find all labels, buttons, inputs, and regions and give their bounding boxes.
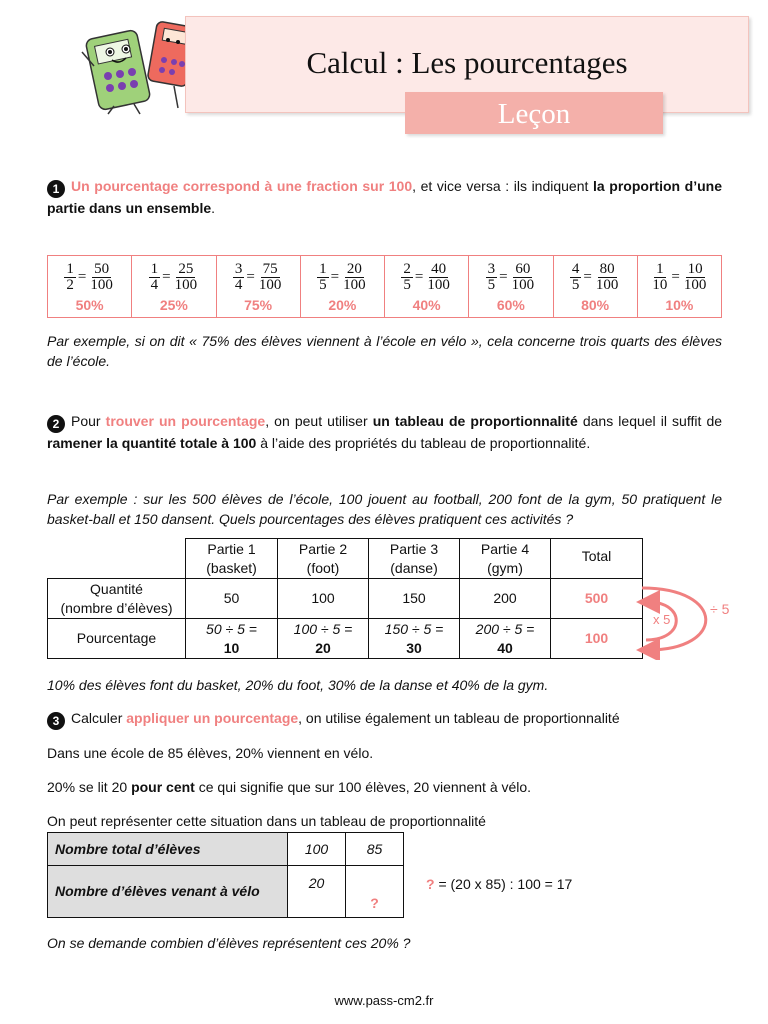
section-1-number: 1 xyxy=(47,180,65,198)
table-header-cell: Partie 3 (danse) xyxy=(369,539,460,579)
row-label-quantity: Quantité (nombre d’élèves) xyxy=(48,579,186,619)
section-3-paragraph: 3 Calculer appliquer un pourcentage, on utilise également un tableau de proportionnalité xyxy=(47,708,722,730)
result-text: 10% des élèves font du basket, 20% du foot, 30% de la danse et 40% de la gym. xyxy=(47,677,549,693)
table-cell: 100 xyxy=(288,833,346,866)
row-label-bike-students: Nombre d’élèves venant à vélo xyxy=(48,866,288,918)
table-cell: 200 ÷ 5 = 40 xyxy=(460,619,551,659)
fraction-equation: $\frac{1}{4}$ = $\frac{25}{100}$ xyxy=(150,261,198,293)
fraction-equation: $\frac{3}{5}$ = $\frac{60}{100}$ xyxy=(487,261,535,293)
table-cell: 200 xyxy=(460,579,551,619)
unknown-cell: ? xyxy=(346,866,404,918)
fraction-equation: $\frac{4}{5}$ = $\frac{80}{100}$ xyxy=(571,261,619,293)
table-cell: 20 xyxy=(288,866,346,918)
proportion-table-activities xyxy=(47,538,643,659)
fraction-cell xyxy=(216,256,300,318)
section-3-number: 3 xyxy=(47,712,65,730)
fraction-equation: $\frac{1}{5}$ = $\frac{20}{100}$ xyxy=(319,261,366,293)
table-header-cell: Partie 2 (foot) xyxy=(278,539,369,579)
table-cell: 150 ÷ 5 = 30 xyxy=(369,619,460,659)
formula-text: ? = (20 x 85) : 100 = 17 xyxy=(426,876,573,892)
percentage-value: 25% xyxy=(159,297,188,313)
percentage-value: 60% xyxy=(496,297,525,313)
table-header-cell: Total xyxy=(551,539,643,579)
table-cell: 150 xyxy=(369,579,460,619)
percentage-value: 20% xyxy=(328,297,357,313)
divide-label: ÷ 5 xyxy=(710,601,730,617)
footer-url: www.pass-cm2.fr xyxy=(334,993,434,1008)
table-cell: 100 xyxy=(278,579,369,619)
fraction-equation: $\frac{1}{10}$ = $\frac{10}{100}$ xyxy=(652,261,707,293)
section-2-paragraph: 2 Pour trouver un pourcentage, on peut utiliser un tableau de proportionnalité dans lequel il suffit de ramener la quantité totale à 100 à l’aide des propriétés du tableau de proportionnalité. xyxy=(47,413,723,451)
table-cell: 85 xyxy=(346,833,404,866)
fraction-cell xyxy=(553,256,637,318)
total-quantity-cell: 500 xyxy=(551,579,643,619)
table-corner-empty xyxy=(48,539,186,579)
multiply-label: x 5 xyxy=(653,612,671,627)
percentage-value: 80% xyxy=(581,297,610,313)
proportion-arrows xyxy=(636,580,768,660)
fractions-table xyxy=(47,255,722,318)
fraction-equation: $\frac{1}{2}$ = $\frac{50}{100}$ xyxy=(66,261,113,293)
fraction-cell xyxy=(469,256,553,318)
text-line-b: 20% se lit 20 pour cent ce qui signifie que sur 100 élèves, 20 viennent à vélo. xyxy=(47,779,532,795)
text-line-c: On peut représenter cette situation dans un tableau de proportionnalité xyxy=(47,813,486,829)
percentage-value: 10% xyxy=(665,297,694,313)
example-1-text: Par exemple, si on dit « 75% des élèves viennent à l’école en vélo », cela concerne trois quarts des élèves de l’école. xyxy=(47,333,722,369)
example-2-text: Par exemple : sur les 500 élèves de l’école, 100 jouent au football, 200 font de la gym, 50 pratiquent le basket-ball et 150 dansent. Quels pourcentages des élèves pratiquent ces activités ? xyxy=(47,491,722,527)
question-text: On se demande combien d’élèves représentent ces 20% ? xyxy=(47,935,411,951)
percentage-value: 75% xyxy=(244,297,273,313)
section-1-paragraph: 1 Un pourcentage correspond à une fraction sur 100, et vice versa : ils indiquent la proportion d’une partie dans un ensemble. xyxy=(47,178,722,216)
fraction-cell xyxy=(637,256,721,318)
percentage-value: 40% xyxy=(412,297,441,313)
table-cell: 50 xyxy=(186,579,278,619)
table-header-cell: Partie 1 (basket) xyxy=(186,539,278,579)
fraction-cell xyxy=(385,256,469,318)
fraction-equation: $\frac{3}{4}$ = $\frac{75}{100}$ xyxy=(234,261,282,293)
text-line-a: Dans une école de 85 élèves, 20% viennent en vélo. xyxy=(47,745,374,761)
page-title: Calcul : Les pourcentages xyxy=(306,45,628,80)
table-cell: 50 ÷ 5 = 10 xyxy=(186,619,278,659)
proportion-table-bike xyxy=(47,832,404,918)
total-percentage-cell: 100 xyxy=(551,619,643,659)
table-header-cell: Partie 4 (gym) xyxy=(460,539,551,579)
lesson-label: Leçon xyxy=(405,92,663,134)
table-cell: 100 ÷ 5 = 20 xyxy=(278,619,369,659)
section-2-number: 2 xyxy=(47,415,65,433)
row-label-percentage: Pourcentage xyxy=(48,619,186,659)
fraction-cell xyxy=(300,256,384,318)
fraction-equation: $\frac{2}{5}$ = $\frac{40}{100}$ xyxy=(403,261,450,293)
fraction-cell xyxy=(132,256,216,318)
row-label-total-students: Nombre total d’élèves xyxy=(48,833,288,866)
fraction-cell xyxy=(48,256,132,318)
percentage-value: 50% xyxy=(75,297,104,313)
